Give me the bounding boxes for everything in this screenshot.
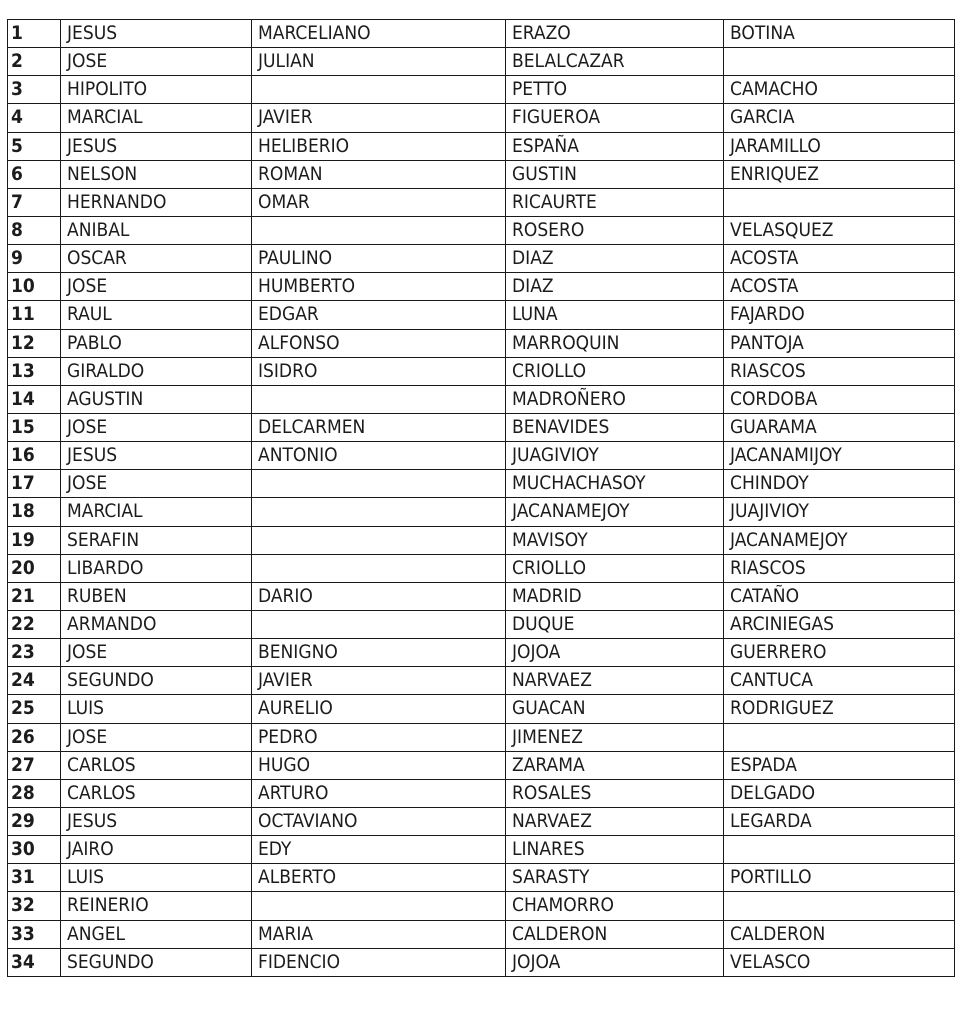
- second-surname-cell: ACOSTA: [724, 273, 955, 301]
- second-surname-cell: GUERRERO: [724, 639, 955, 667]
- first-name-cell: GIRALDO: [61, 357, 252, 385]
- first-name-cell: NELSON: [61, 160, 252, 188]
- second-surname-cell: VELASQUEZ: [724, 216, 955, 244]
- second-name-cell: [252, 526, 506, 554]
- row-number: 15: [8, 413, 61, 441]
- table-row: [8, 864, 955, 892]
- first-surname-cell: MADROÑERO: [506, 385, 724, 413]
- first-name-cell: JESUS: [61, 807, 252, 835]
- first-surname-cell: DIAZ: [506, 245, 724, 273]
- row-number: 29: [8, 807, 61, 835]
- table-row: [8, 582, 955, 610]
- second-surname-cell: PANTOJA: [724, 329, 955, 357]
- first-surname-cell: BELALCAZAR: [506, 48, 724, 76]
- table-row: [8, 48, 955, 76]
- second-surname-cell: [724, 188, 955, 216]
- first-surname-cell: MARROQUIN: [506, 329, 724, 357]
- second-name-cell: JULIAN: [252, 48, 506, 76]
- first-name-cell: REINERIO: [61, 892, 252, 920]
- second-name-cell: EDGAR: [252, 301, 506, 329]
- row-number: 9: [8, 245, 61, 273]
- table-row: [8, 779, 955, 807]
- table-row: [8, 245, 955, 273]
- first-name-cell: LIBARDO: [61, 554, 252, 582]
- table-row: [8, 751, 955, 779]
- second-surname-cell: RIASCOS: [724, 357, 955, 385]
- first-surname-cell: PETTO: [506, 76, 724, 104]
- second-name-cell: ISIDRO: [252, 357, 506, 385]
- row-number: 12: [8, 329, 61, 357]
- first-name-cell: ANGEL: [61, 920, 252, 948]
- table-row: [8, 357, 955, 385]
- row-number: 32: [8, 892, 61, 920]
- first-surname-cell: CHAMORRO: [506, 892, 724, 920]
- second-name-cell: HUMBERTO: [252, 273, 506, 301]
- first-surname-cell: ZARAMA: [506, 751, 724, 779]
- row-number: 19: [8, 526, 61, 554]
- first-surname-cell: BENAVIDES: [506, 413, 724, 441]
- first-surname-cell: MADRID: [506, 582, 724, 610]
- first-surname-cell: CALDERON: [506, 920, 724, 948]
- row-number: 27: [8, 751, 61, 779]
- second-surname-cell: CAMACHO: [724, 76, 955, 104]
- first-surname-cell: ROSERO: [506, 216, 724, 244]
- first-surname-cell: JIMENEZ: [506, 723, 724, 751]
- second-surname-cell: LEGARDA: [724, 807, 955, 835]
- table-row: [8, 132, 955, 160]
- first-name-cell: PABLO: [61, 329, 252, 357]
- row-number: 1: [8, 20, 61, 48]
- second-surname-cell: PORTILLO: [724, 864, 955, 892]
- second-name-cell: JAVIER: [252, 104, 506, 132]
- first-surname-cell: ERAZO: [506, 20, 724, 48]
- table-row: [8, 526, 955, 554]
- second-surname-cell: [724, 48, 955, 76]
- table-row: [8, 442, 955, 470]
- second-name-cell: [252, 385, 506, 413]
- table-row: [8, 216, 955, 244]
- row-number: 11: [8, 301, 61, 329]
- first-name-cell: JAIRO: [61, 836, 252, 864]
- first-name-cell: HERNANDO: [61, 188, 252, 216]
- second-name-cell: DARIO: [252, 582, 506, 610]
- names-table-body: [8, 20, 955, 977]
- row-number: 6: [8, 160, 61, 188]
- first-name-cell: JOSE: [61, 470, 252, 498]
- row-number: 18: [8, 498, 61, 526]
- second-surname-cell: CALDERON: [724, 920, 955, 948]
- second-surname-cell: RIASCOS: [724, 554, 955, 582]
- first-name-cell: ANIBAL: [61, 216, 252, 244]
- table-row: [8, 160, 955, 188]
- names-table: [7, 19, 955, 977]
- second-surname-cell: [724, 836, 955, 864]
- second-surname-cell: CORDOBA: [724, 385, 955, 413]
- second-name-cell: [252, 554, 506, 582]
- row-number: 26: [8, 723, 61, 751]
- row-number: 17: [8, 470, 61, 498]
- first-surname-cell: ROSALES: [506, 779, 724, 807]
- first-name-cell: LUIS: [61, 695, 252, 723]
- first-surname-cell: DUQUE: [506, 610, 724, 638]
- table-row: [8, 188, 955, 216]
- second-surname-cell: ENRIQUEZ: [724, 160, 955, 188]
- row-number: 24: [8, 667, 61, 695]
- first-name-cell: MARCIAL: [61, 498, 252, 526]
- table-row: [8, 836, 955, 864]
- second-surname-cell: ARCINIEGAS: [724, 610, 955, 638]
- row-number: 23: [8, 639, 61, 667]
- first-name-cell: AGUSTIN: [61, 385, 252, 413]
- first-name-cell: CARLOS: [61, 751, 252, 779]
- row-number: 34: [8, 948, 61, 976]
- first-surname-cell: MAVISOY: [506, 526, 724, 554]
- table-row: [8, 498, 955, 526]
- first-name-cell: RAUL: [61, 301, 252, 329]
- table-row: [8, 639, 955, 667]
- table-row: [8, 273, 955, 301]
- table-row: [8, 385, 955, 413]
- first-name-cell: JOSE: [61, 413, 252, 441]
- table-row: [8, 695, 955, 723]
- second-name-cell: BENIGNO: [252, 639, 506, 667]
- second-surname-cell: BOTINA: [724, 20, 955, 48]
- second-name-cell: EDY: [252, 836, 506, 864]
- first-surname-cell: NARVAEZ: [506, 667, 724, 695]
- second-name-cell: OMAR: [252, 188, 506, 216]
- table-row: [8, 301, 955, 329]
- row-number: 31: [8, 864, 61, 892]
- row-number: 13: [8, 357, 61, 385]
- first-name-cell: SERAFIN: [61, 526, 252, 554]
- first-surname-cell: CRIOLLO: [506, 357, 724, 385]
- row-number: 3: [8, 76, 61, 104]
- second-surname-cell: ESPADA: [724, 751, 955, 779]
- table-row: [8, 413, 955, 441]
- row-number: 33: [8, 920, 61, 948]
- second-name-cell: ARTURO: [252, 779, 506, 807]
- second-surname-cell: FAJARDO: [724, 301, 955, 329]
- first-name-cell: SEGUNDO: [61, 667, 252, 695]
- first-name-cell: JESUS: [61, 132, 252, 160]
- second-name-cell: [252, 498, 506, 526]
- second-name-cell: AURELIO: [252, 695, 506, 723]
- second-surname-cell: JUAJIVIOY: [724, 498, 955, 526]
- first-name-cell: JESUS: [61, 20, 252, 48]
- first-surname-cell: NARVAEZ: [506, 807, 724, 835]
- first-surname-cell: ESPAÑA: [506, 132, 724, 160]
- first-name-cell: CARLOS: [61, 779, 252, 807]
- table-row: [8, 723, 955, 751]
- first-surname-cell: GUSTIN: [506, 160, 724, 188]
- row-number: 10: [8, 273, 61, 301]
- second-name-cell: PAULINO: [252, 245, 506, 273]
- first-name-cell: LUIS: [61, 864, 252, 892]
- row-number: 16: [8, 442, 61, 470]
- row-number: 14: [8, 385, 61, 413]
- second-surname-cell: ACOSTA: [724, 245, 955, 273]
- first-name-cell: JOSE: [61, 48, 252, 76]
- first-name-cell: HIPOLITO: [61, 76, 252, 104]
- first-surname-cell: JOJOA: [506, 639, 724, 667]
- table-row: [8, 554, 955, 582]
- row-number: 25: [8, 695, 61, 723]
- first-surname-cell: FIGUEROA: [506, 104, 724, 132]
- second-name-cell: FIDENCIO: [252, 948, 506, 976]
- second-name-cell: DELCARMEN: [252, 413, 506, 441]
- table-row: [8, 948, 955, 976]
- first-surname-cell: JACANAMEJOY: [506, 498, 724, 526]
- second-surname-cell: CANTUCA: [724, 667, 955, 695]
- row-number: 2: [8, 48, 61, 76]
- first-surname-cell: JOJOA: [506, 948, 724, 976]
- table-row: [8, 610, 955, 638]
- first-surname-cell: JUAGIVIOY: [506, 442, 724, 470]
- table-row: [8, 470, 955, 498]
- second-name-cell: ROMAN: [252, 160, 506, 188]
- second-surname-cell: JACANAMIJOY: [724, 442, 955, 470]
- second-name-cell: ALFONSO: [252, 329, 506, 357]
- first-surname-cell: DIAZ: [506, 273, 724, 301]
- second-name-cell: MARCELIANO: [252, 20, 506, 48]
- first-surname-cell: MUCHACHASOY: [506, 470, 724, 498]
- row-number: 5: [8, 132, 61, 160]
- table-row: [8, 76, 955, 104]
- first-name-cell: JESUS: [61, 442, 252, 470]
- second-surname-cell: CATAÑO: [724, 582, 955, 610]
- table-row: [8, 329, 955, 357]
- second-name-cell: PEDRO: [252, 723, 506, 751]
- second-name-cell: JAVIER: [252, 667, 506, 695]
- first-name-cell: SEGUNDO: [61, 948, 252, 976]
- second-name-cell: [252, 216, 506, 244]
- first-surname-cell: CRIOLLO: [506, 554, 724, 582]
- second-name-cell: OCTAVIANO: [252, 807, 506, 835]
- second-surname-cell: DELGADO: [724, 779, 955, 807]
- second-name-cell: ALBERTO: [252, 864, 506, 892]
- table-row: [8, 807, 955, 835]
- first-surname-cell: RICAURTE: [506, 188, 724, 216]
- table-row: [8, 920, 955, 948]
- second-surname-cell: GARCIA: [724, 104, 955, 132]
- second-name-cell: HUGO: [252, 751, 506, 779]
- row-number: 4: [8, 104, 61, 132]
- second-name-cell: HELIBERIO: [252, 132, 506, 160]
- row-number: 20: [8, 554, 61, 582]
- second-surname-cell: JARAMILLO: [724, 132, 955, 160]
- row-number: 8: [8, 216, 61, 244]
- second-surname-cell: VELASCO: [724, 948, 955, 976]
- row-number: 28: [8, 779, 61, 807]
- second-name-cell: MARIA: [252, 920, 506, 948]
- first-name-cell: ARMANDO: [61, 610, 252, 638]
- first-name-cell: JOSE: [61, 273, 252, 301]
- second-surname-cell: JACANAMEJOY: [724, 526, 955, 554]
- first-name-cell: MARCIAL: [61, 104, 252, 132]
- first-surname-cell: LUNA: [506, 301, 724, 329]
- first-name-cell: JOSE: [61, 639, 252, 667]
- first-surname-cell: SARASTY: [506, 864, 724, 892]
- first-name-cell: OSCAR: [61, 245, 252, 273]
- second-surname-cell: GUARAMA: [724, 413, 955, 441]
- first-surname-cell: GUACAN: [506, 695, 724, 723]
- table-row: [8, 667, 955, 695]
- second-surname-cell: [724, 723, 955, 751]
- first-surname-cell: LINARES: [506, 836, 724, 864]
- row-number: 21: [8, 582, 61, 610]
- first-name-cell: RUBEN: [61, 582, 252, 610]
- first-name-cell: JOSE: [61, 723, 252, 751]
- second-name-cell: [252, 892, 506, 920]
- table-row: [8, 892, 955, 920]
- row-number: 22: [8, 610, 61, 638]
- table-row: [8, 104, 955, 132]
- row-number: 30: [8, 836, 61, 864]
- row-number: 7: [8, 188, 61, 216]
- second-name-cell: [252, 470, 506, 498]
- second-name-cell: [252, 76, 506, 104]
- second-surname-cell: [724, 892, 955, 920]
- second-name-cell: [252, 610, 506, 638]
- table-row: [8, 20, 955, 48]
- second-surname-cell: RODRIGUEZ: [724, 695, 955, 723]
- second-surname-cell: CHINDOY: [724, 470, 955, 498]
- second-name-cell: ANTONIO: [252, 442, 506, 470]
